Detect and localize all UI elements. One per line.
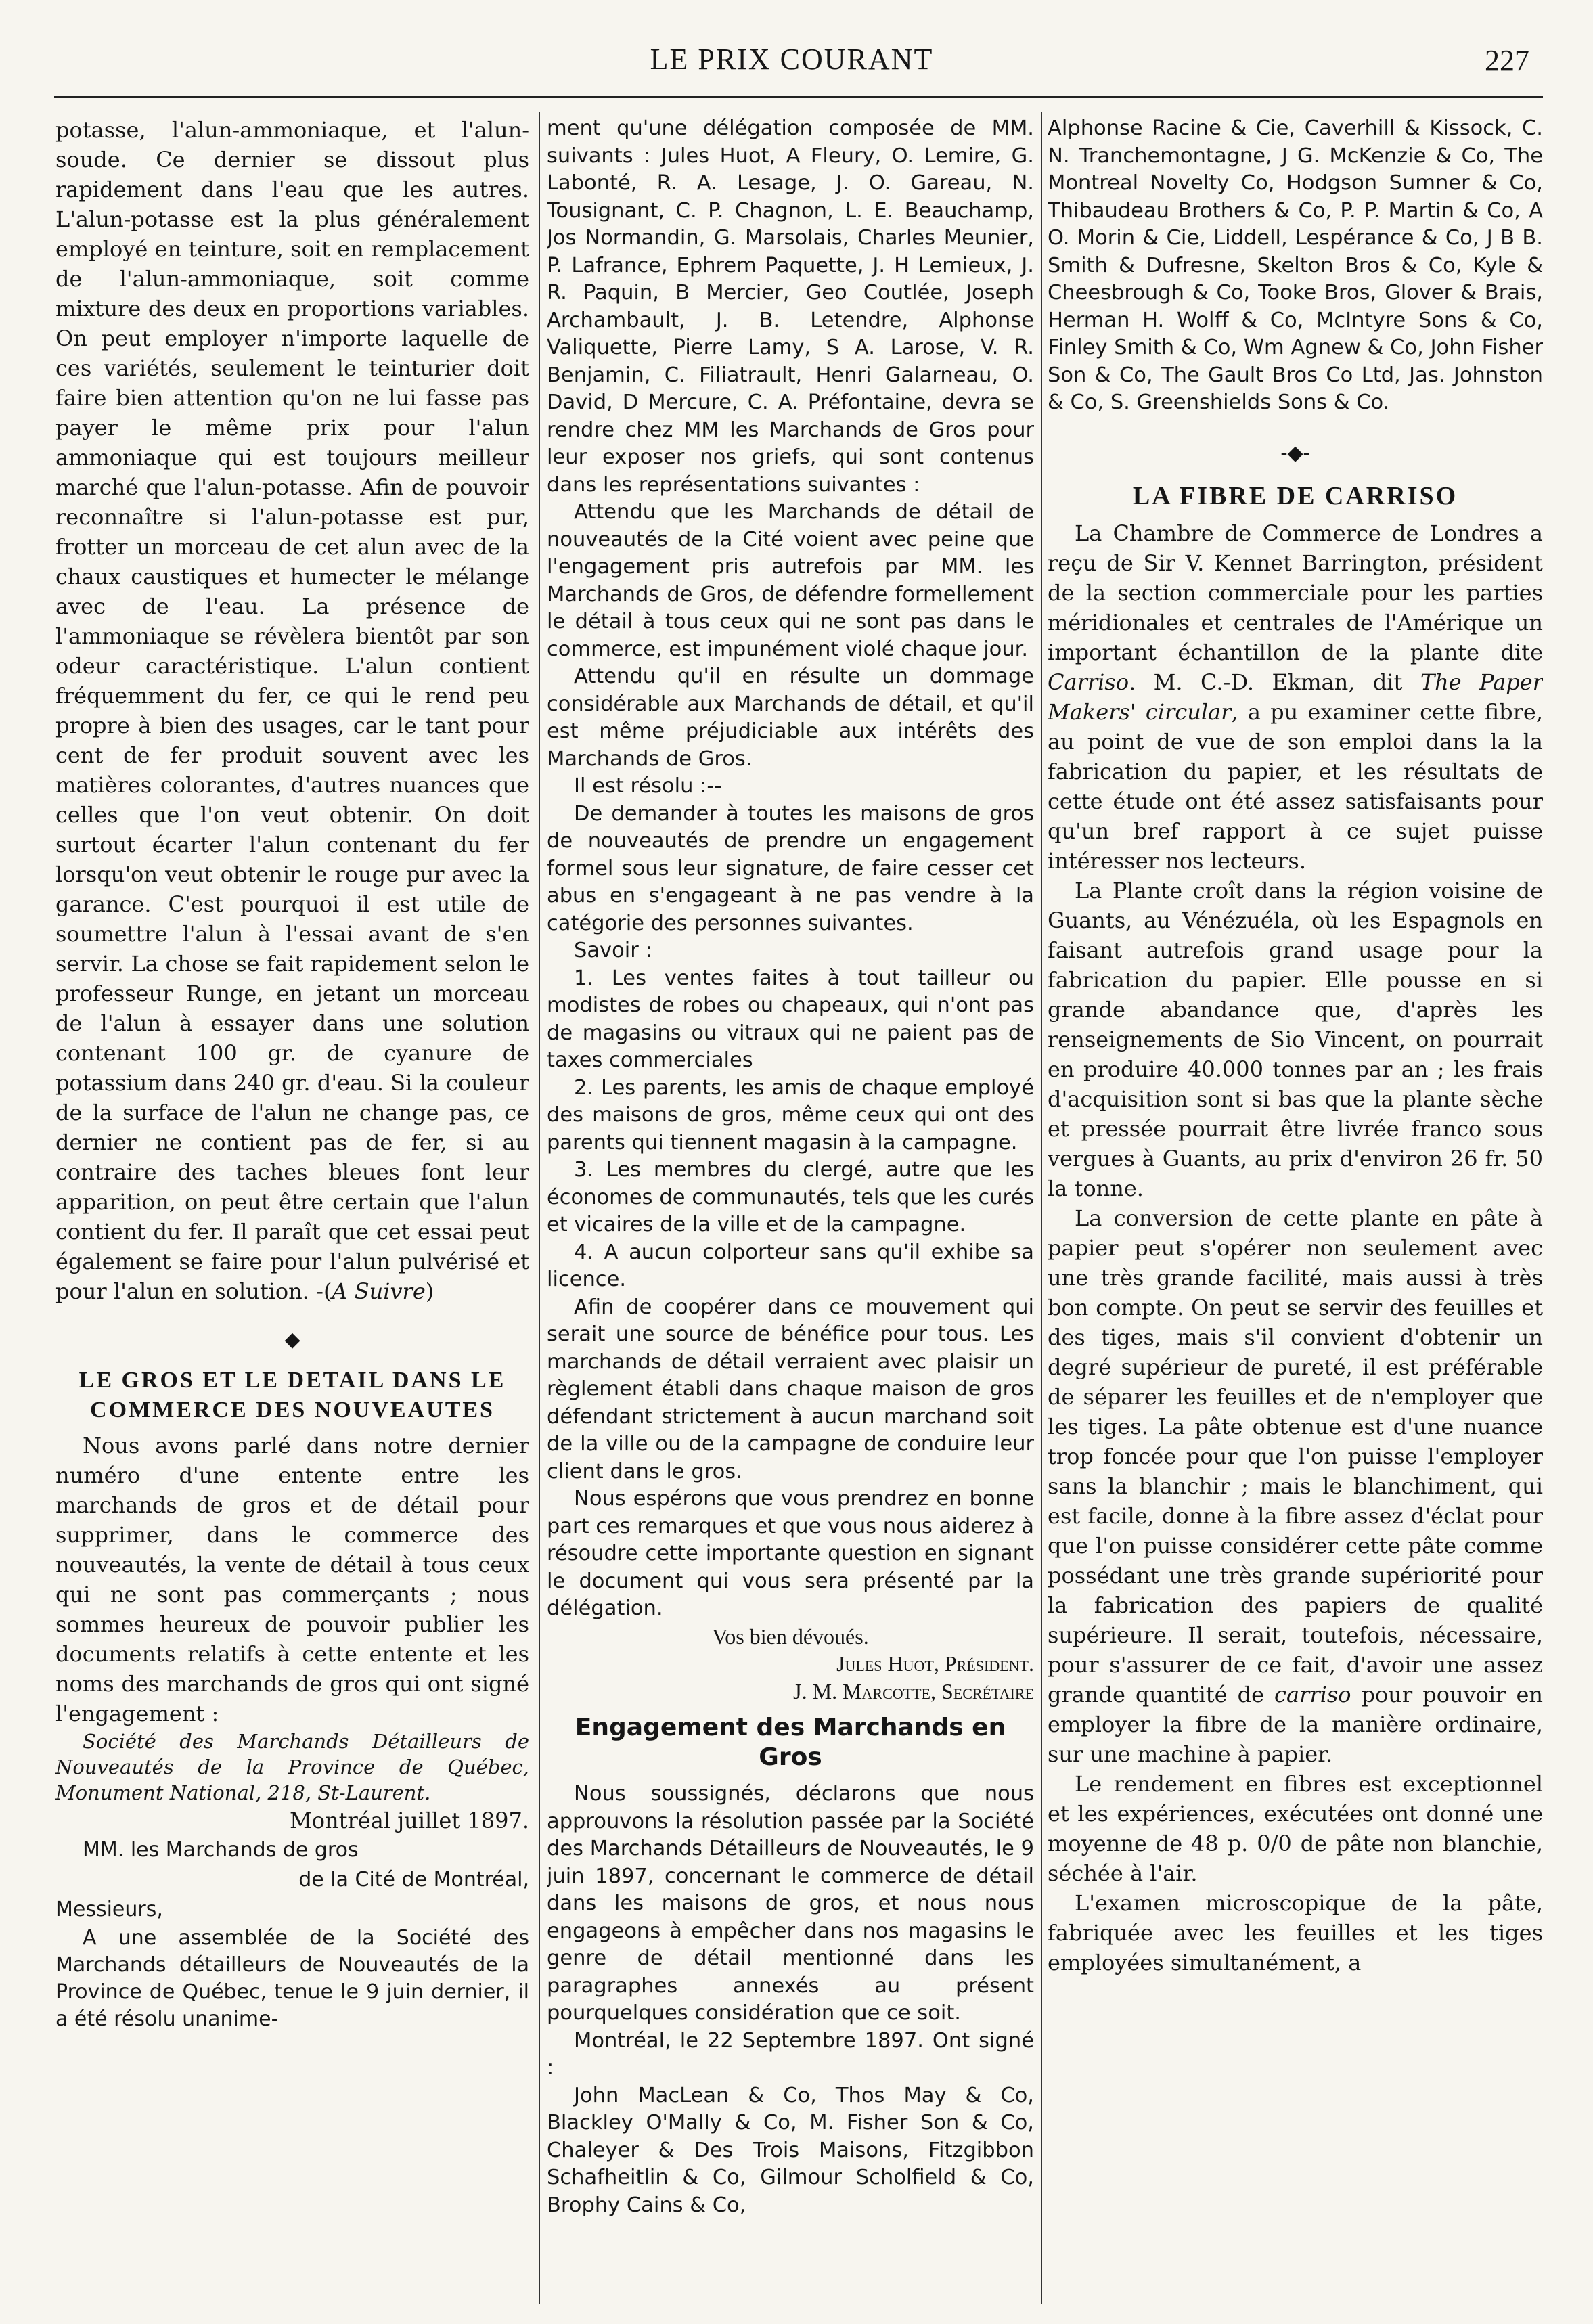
alun-article-paragraph: potasse, l'alun-ammoniaque, et l'alun-soude. Ce dernier se dissout plus rapidement dans l'eau que les autres. L'alun-potasse est la plus généralement employé en teinture, soit en remplacement de l'alun-ammoniaque, soit comme mixture des deux en proportions variables. On peut employer n'importe laquelle de ces variétés, seulement le teinturier doit faire bien attention qu'on ne lui fasse pas payer le même prix pour l'alun ammoniaque qui est toujours meilleur marché que l'alun-potasse. Afin de pouvoir reconnaître si l'alun-potasse est pur, frotter un morceau de cet alun avec de la chaux caustiques et humecter le mélange avec de l'eau. La présence de l'ammoniaque se révèlera bientôt par son odeur caractéristique. L'alun contient fréquemment du fer, ce qui le rend peu propre à bien des usages, car le tant pour cent de fer produit souvent avec les matières colorantes, d'autres nuances que celles que l'on veut obtenir. On doit surtout écarter l'alun contenant du fer lorsqu'on veut obtenir le rouge pur avec la garance. C'est pourquoi il est utile de soumettre l'alun à l'essai avant de s'en servir. La chose se fait rapidement selon le professeur Runge, en jetant un morceau de l'alun à essayer dans une solution contenant 100 gr. de cyanure de potassium dans 240 gr. d'eau. Si la couleur de la surface de l'alun ne change pas, ce dernier ne contient pas de fer, si au contraire des taches bleues font leur apparition, on peut être certain que l'alun contient du fer. Il paraît que cet essai peut également se faire pour l'alun pulvérisé et pour l'alun en solution. -(A Suivre) (55, 117, 529, 1304)
column-divider-2 (1041, 112, 1042, 2304)
section-heading-engagement: Engagement des Marchands en Gros (575, 1714, 1006, 1771)
resolution-paragraph: Attendu que les Marchands de détail de nouveautés de la Cité voient avec peine que l'engagement pris autrefois par MM. les Marchands de Gros, de défendre formellement le détail à tous ceux qui ne sont pas dans le commerce, est impunément violé chaque jour. (547, 500, 1034, 661)
letter-addressee-city: de la Cité de Montréal, (298, 1868, 529, 1892)
engagement-paragraph: Nous soussignés, déclarons que nous approuvons la résolution passée par la Société des Marchands Détailleurs de Nouveautés, le 9 juin 1897, concernant le commerce de détail dans les maisons de gros, et nous nous engageons à empêcher dans nos magasins le genre de détail mentionné dans les paragraphes annexés au présent pourquelques considération que ce soit. (547, 1782, 1034, 2025)
article-heading-carriso: LA FIBRE DE CARRISO (1132, 481, 1458, 510)
signatories-list-continued: Alphonse Racine & Cie, Caverhill & Kissock, C. N. Tranchemontagne, J G. McKenzie & Co, The Montreal Novelty Co, Hodgson Sumner & Co, Thibaudeau Brothers & Co, P. P. Martin & Co, A O. Morin & Cie, Liddell, Lespérance & Co, J B B. Smith & Dufresne, Skelton Bros & Co, Kyle & Cheesbrough & Co, Tooke Bros, Glover & Brais, Herman H. Wolff & Co, McIntyre Sons & Co, Finley Smith & Co, Wm Agnew & Co, John Fisher Son & Co, The Gault Bros Co Ltd, Jas. Johnston & Co, S. Greenshields Sons & Co. (1048, 116, 1543, 414)
list-item: 1. Les ventes faites à tout tailleur ou modistes de robes ou chapeaux, qui n'ont pas de magasins ou vitraux qui ne paient pas de taxes commerciales (547, 966, 1034, 1072)
letter-addressee: MM. les Marchands de gros (83, 1838, 359, 1862)
signature-president: Jules Huot, Président. (836, 1651, 1034, 1676)
page-header (54, 42, 1529, 89)
page-number: 227 (1485, 44, 1529, 77)
resolution-paragraph: Attendu qu'il en résulte un dommage considérable aux Marchands de détail, et qu'il est même préjudiciable aux intérêts des Marchands de Gros. (547, 665, 1034, 771)
article-paragraph: Le rendement en fibres est exceptionnel et les expériences, exécutées ont donné une moyenne de 48 p. 0/0 de pâte non blanchie, séchée à l'air. (1048, 1770, 1543, 1886)
letter-date: Montréal juillet 1897. (289, 1808, 529, 1833)
resolution-paragraph: Afin de coopérer dans ce mouvement qui serait une source de bénéfice pour tous. Les marchands de détail verraient avec plaisir un règlement établi dans chaque maison de gros défendant strictement à aucun marchand soit de la ville ou de la campagne de conduire leur client dans le gros. (547, 1295, 1034, 1483)
list-intro: Savoir : (574, 939, 652, 962)
list-item: 3. Les membres du clergé, autre que les économes de communautés, tels que les curés et vicaires de la ville et de la campagne. (547, 1158, 1034, 1236)
article-paragraph: Nous avons parlé dans notre dernier numéro d'une entente entre les marchands de gros et de détail pour supprimer, dans le commerce des nouveautés, la vente de détail à tous ceux qui ne sont pas commerçants ; nous sommes heureux de pouvoir publier les documents relatifs à cette entente et les noms des marchands de gros qui ont signé l'engagement : (55, 1433, 529, 1726)
a-suivre: A Suivre (332, 1278, 426, 1304)
column-1 (55, 115, 529, 2294)
resolution-paragraph: Nous espérons que vous prendrez en bonne part ces remarques et que vous nous aiderez à résoudre cette importante question en signant le document qui vous sera présenté par la délégation. (547, 1487, 1034, 1620)
header-rule (54, 96, 1543, 98)
resolution-paragraph: Il est résolu :-- (574, 774, 722, 798)
delegation-paragraph: ment qu'une délégation composée de MM. suivants : Jules Huot, A Fleury, O. Lemire, G. Labonté, R. A. Lesage, J. O. Gareau, N. Tousignant, C. P. Chagnon, L. E. Beauchamp, Jos Normandin, G. Marsolais, Charles Meunier, P. Lafrance, Ephrem Paquette, J. H Lemieux, J. R. Paquin, B Mercier, Geo Coutlée, Joseph Archambault, J. B. Letendre, Alphonse Valiquette, Pierre Lamy, S A. Larose, V. R. Benjamin, C. Filiatrault, Henri Galarneau, O. David, D Mercure, C. A. Préfontaine, devra se rendre chez MM les Marchands de Gros pour leur exposer nos griefs, qui sont contenus dans les représentations suivantes : (547, 116, 1034, 497)
column-2 (547, 115, 1034, 2294)
ornament: ◆ (284, 1328, 300, 1351)
society-address: Société des Marchands Détailleurs de Nouveautés de la Province de Québec, Monument National, 218, St-Laurent. (55, 1730, 529, 1804)
letter-paragraph: A une assemblée de la Société des Marchands détailleurs de Nouveautés de la Province de Québec, tenue le 9 juin dernier, il a été résolu unanime- (55, 1926, 529, 2031)
article-paragraph: L'examen microscopique de la pâte, fabriquée avec les feuilles et les tiges employées simultanément, a (1048, 1890, 1543, 1975)
column-divider-1 (539, 112, 540, 2304)
letter-salutation: Messieurs, (55, 1898, 163, 1921)
signature-secretary: J. M. Marcotte, Secrétaire (793, 1678, 1034, 1703)
article-paragraph: La conversion de cette plante en pâte à papier peut s'opérer non seulement avec une très grande facilité, mais aussi à très bon compte. On peut se servir des feuilles et des tiges, mais s'il convient d'obtenir un degré supérieur de pureté, il est préférable de séparer les feuilles et de n'employer que les tiges. La pâte obtenue est d'une nuance trop foncée pour que l'on puisse l'employer sans la blanchir ; mais le blanchiment, qui est facile, donne à la fibre assez d'éclat pour que l'on puisse considérer cette pâte comme possédant une très grande supériorité pour la fabrication des papiers de qualité supérieure. Il serait, toutefois, nécessaire, pour s'assurer de ce fait, d'avoir une assez grande quantité de carriso pour pouvoir en employer la fibre de la manière ordinaire, sur une machine à papier. (1048, 1205, 1543, 1767)
resolution-paragraph: De demander à toutes les maisons de gros de nouveautés de prendre un engagement formel sous leur signature, de faire cesser cet abus en s'engageant à ne pas vendre à la catégorie des personnes suivantes. (547, 801, 1034, 935)
signatories-list: John MacLean & Co, Thos May & Co, Blackley O'Mally & Co, M. Fisher Son & Co, Chaleyer & Des Trois Maisons, Fitzgibbon Schafheitlin & Co, Gilmour Scholfield & Co, Brophy Cains & Co, (547, 2083, 1034, 2217)
article-paragraph: La Plante croît dans la région voisine de Guants, au Vénézuéla, où les Espagnols en faisant autrefois grand usage pour la fabrication du papier. Elle pousse en si grande abandance que, d'après les renseignements de Sio Vincent, on pourrait en produire 40.000 tonnes par an ; les frais d'acquisition sont si bas que la plante sèche et pressée pourrait être livrée franco sous vergues à Guants, au prix d'environ 26 fr. 50 la tonne. (1048, 877, 1543, 1201)
engagement-date: Montréal, le 22 Septembre 1897. Ont signé : (547, 2028, 1034, 2080)
list-item: 4. A aucun colporteur sans qu'il exhibe sa licence. (547, 1240, 1034, 1291)
journal-title: LE PRIX COURANT (650, 43, 934, 76)
ornament: -◆- (1280, 441, 1310, 465)
article-paragraph: La Chambre de Commerce de Londres a reçu de Sir V. Kennet Barrington, président de la section commerciale pour les parties méridionales et centrales de l'Amérique un important échantillon de la plante dite Carriso. M. C.-D. Ekman, dit The Paper Makers' circular, a pu examiner cette fibre, au point de vue de son emploi dans la la fabrication du papier, et les résultats de cette étude ont été assez satisfaisants pour qu'un bref rapport à ce sujet puisse intéresser nos lecteurs. (1048, 520, 1543, 874)
column-3 (1048, 115, 1543, 2294)
article-heading-gros-detail: LE GROS ET LE DETAIL DANS LE COMMERCE DES NOUVEAUTES (78, 1368, 506, 1423)
closing: Vos bien dévoués. (712, 1624, 869, 1649)
list-item: 2. Les parents, les amis de chaque employé des maisons de gros, même ceux qui ont des parents qui tiennent magasin à la campagne. (547, 1075, 1034, 1155)
